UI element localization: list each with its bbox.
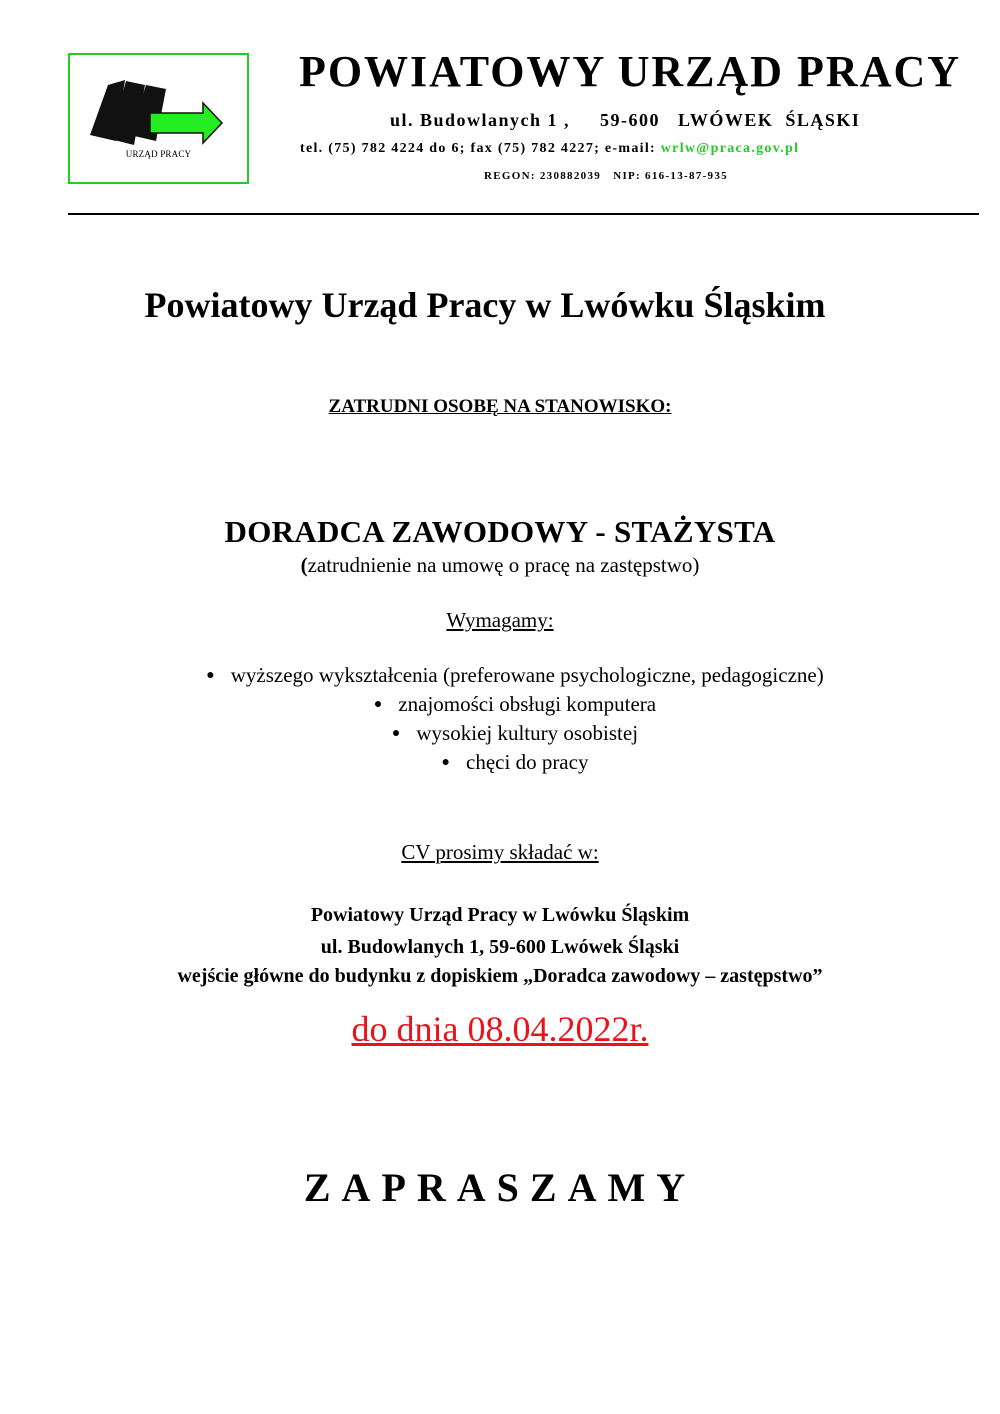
bullet-icon: ● (391, 725, 401, 741)
bullet-icon: ● (441, 754, 451, 770)
requirement-text: chęci do pracy (466, 750, 589, 774)
page-title: Powiatowy Urząd Pracy w Lwówku Śląskim (144, 285, 826, 325)
email-link[interactable]: wrlw@praca.gov.pl (660, 141, 800, 156)
logo (68, 53, 249, 184)
submission-address-line: wejście główne do budynku z dopiskiem „Doradca zawodowy – zastępstwo” (177, 965, 823, 987)
logo-caption: URZĄD PRACY (125, 149, 192, 159)
requirement-text: wyższego wykształcenia (preferowane psychologiczne, pedagogiczne) (230, 663, 824, 687)
hire-heading: ZATRUDNI OSOBĘ NA STANOWISKO: (328, 396, 672, 417)
submission-address-line: Powiatowy Urząd Pracy w Lwówku Śląskim (310, 904, 690, 926)
org-regon-nip: REGON: 230882039 NIP: 616-13-87-935 (484, 170, 728, 182)
bullet-icon: ● (206, 667, 215, 683)
deadline: do dnia 08.04.2022r. (351, 1009, 649, 1049)
urzad-pracy-logo-icon (70, 55, 251, 186)
header-divider (68, 213, 979, 215)
cv-heading: CV prosimy składać w: (401, 840, 599, 864)
list-item (0, 661, 1000, 690)
bullet-icon: ● (373, 696, 383, 712)
list-item (0, 719, 1000, 748)
list-item (0, 690, 1000, 719)
list-item (0, 748, 1000, 777)
subtitle-text: zatrudnienie na umowę o pracę na zastępstwo) (307, 553, 700, 577)
invite-text: ZAPRASZAMY (303, 1165, 697, 1210)
position-subtitle (0, 553, 1000, 578)
requirement-text: znajomości obsługi komputera (398, 692, 657, 716)
position-title: DORADCA ZAWODOWY - STAŻYSTA (224, 514, 776, 549)
submission-address-line: ul. Budowlanych 1, 59-600 Lwówek Śląski (320, 936, 680, 958)
requirement-text: wysokiej kultury osobistej (416, 721, 639, 745)
org-address: ul. Budowlanych 1 , 59-600 LWÓWEK ŚLĄSKI (390, 110, 861, 130)
org-name: POWIATOWY URZĄD PRACY (298, 47, 962, 96)
subtitle-open-paren: ( (300, 553, 308, 577)
contact-text: tel. (75) 782 4224 do 6; fax (75) 782 4227; e-mail: (300, 141, 661, 156)
requirements-heading: Wymagamy: (446, 608, 554, 632)
org-contact (300, 141, 799, 157)
requirements-list (0, 661, 1000, 777)
